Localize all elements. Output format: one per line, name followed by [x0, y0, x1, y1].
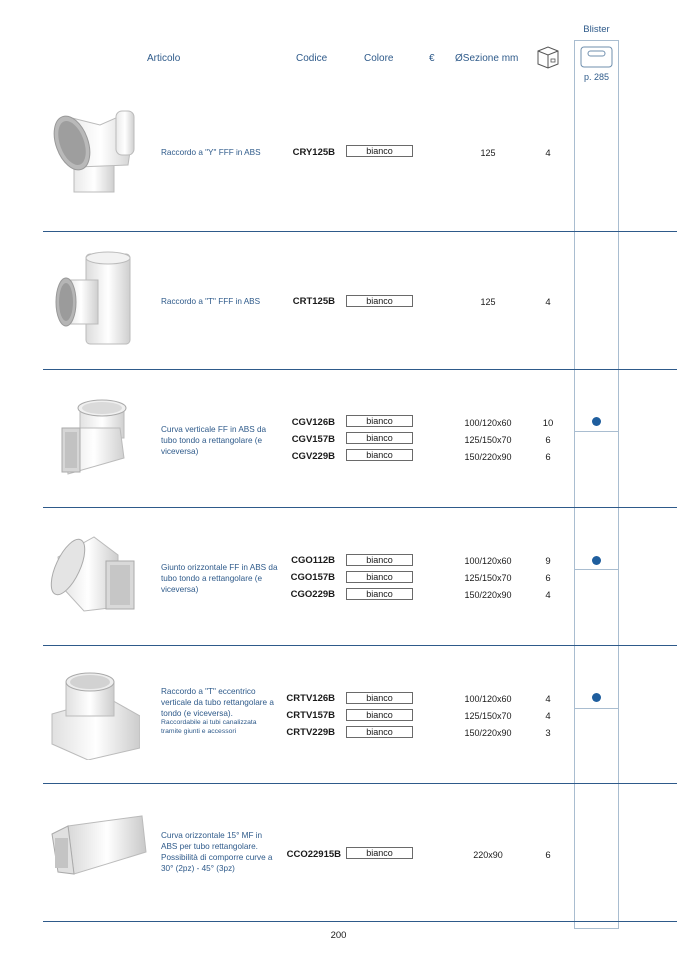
product-description: Giunto orizzontale FF in ABS da tubo tondo a rettangolare (e viceversa) — [161, 563, 278, 594]
blister-header: Blister — [583, 24, 610, 35]
quantity-value: 10 — [542, 418, 554, 429]
product-description: Curva orizzontale 15° MF in ABS per tubo rettangolare. Possibilità di comporre curve a 30° (2pz) - 45° (3pz) — [161, 831, 273, 873]
product-description-main: Raccordo a "T" eccentrico verticale da tubo rettangolare a tondo (e viceversa). — [161, 687, 274, 718]
quantity-value: 6 — [545, 435, 551, 446]
quantity-value: 4 — [545, 711, 551, 722]
section-value: 100/120x60 — [464, 556, 512, 566]
eccentric-t-image — [48, 668, 140, 760]
product-code: CGV229B — [291, 451, 335, 462]
product-code: CGO157B — [290, 572, 335, 583]
blister-available-dot — [592, 417, 601, 426]
blister-available-dot — [592, 693, 601, 702]
product-code: CRT125B — [292, 296, 335, 307]
product-code: CGO229B — [290, 589, 335, 600]
color-field: bianco — [346, 709, 413, 721]
header-euro: € — [429, 53, 435, 64]
quantity-value: 4 — [545, 694, 551, 705]
blister-divider — [574, 708, 619, 709]
y-fitting-image — [48, 105, 140, 193]
blister-divider — [574, 431, 619, 432]
product-description — [161, 686, 279, 736]
header-colore: Colore — [364, 53, 394, 64]
row-divider — [43, 783, 677, 784]
color-field: bianco — [346, 847, 413, 859]
color-field: bianco — [346, 588, 413, 600]
vertical-elbow-image — [48, 398, 140, 478]
header-sezione: ØSezione mm — [455, 53, 519, 64]
t-fitting-image — [48, 250, 140, 348]
color-field: bianco — [346, 554, 413, 566]
color-field: bianco — [346, 449, 413, 461]
header-articolo: Articolo — [147, 53, 181, 64]
quantity-value: 9 — [545, 556, 551, 567]
box-icon — [535, 44, 561, 70]
header-codice: Codice — [296, 53, 328, 64]
color-field: bianco — [346, 726, 413, 738]
blister-column — [574, 40, 619, 929]
product-description-note: Raccordabile ai tubi canalizzata tramite giunti e accessori — [161, 719, 257, 735]
blister-available-dot — [592, 556, 601, 565]
horizontal-curve-image — [48, 812, 148, 882]
page-number: 200 — [330, 930, 347, 941]
product-code: CRTV157B — [286, 710, 335, 721]
quantity-value: 6 — [545, 850, 551, 861]
blister-divider — [574, 569, 619, 570]
product-code: CGO112B — [291, 555, 335, 566]
color-field: bianco — [346, 432, 413, 444]
blister-hanger-icon — [580, 46, 613, 68]
horizontal-joint-image — [48, 527, 140, 615]
quantity-value: 3 — [545, 728, 551, 739]
quantity-value: 6 — [545, 452, 551, 463]
color-field: bianco — [346, 295, 413, 307]
section-value: 100/120x60 — [464, 694, 512, 704]
section-value: 150/220x90 — [464, 452, 512, 462]
section-value: 125/150x70 — [464, 711, 512, 721]
section-value: 125/150x70 — [464, 435, 512, 445]
section-value: 125 — [480, 297, 496, 307]
product-code: CCO22915B — [286, 849, 341, 860]
product-description: Curva verticale FF in ABS da tubo tondo a rettangolare (e viceversa) — [161, 425, 267, 456]
row-divider — [43, 369, 677, 370]
product-code: CGV126B — [291, 417, 335, 428]
section-value: 150/220x90 — [464, 590, 512, 600]
quantity-value: 6 — [545, 573, 551, 584]
product-code: CRTV229B — [286, 727, 335, 738]
quantity-value: 4 — [545, 590, 551, 601]
section-value: 150/220x90 — [464, 728, 512, 738]
product-description: Raccordo a "Y" FFF in ABS — [161, 148, 261, 157]
product-code: CRTV126B — [286, 693, 335, 704]
section-value: 100/120x60 — [464, 418, 512, 428]
section-value: 125/150x70 — [464, 573, 512, 583]
quantity-value: 4 — [545, 148, 551, 159]
row-divider — [43, 231, 677, 232]
product-description: Raccordo a "T" FFF in ABS — [161, 297, 261, 306]
section-value: 125 — [480, 148, 496, 158]
product-code: CGV157B — [291, 434, 335, 445]
color-field: bianco — [346, 415, 413, 427]
row-divider — [43, 645, 677, 646]
row-divider — [43, 921, 677, 922]
product-code: CRY125B — [292, 147, 335, 158]
blister-page-ref: p. 285 — [583, 72, 610, 82]
color-field: bianco — [346, 692, 413, 704]
row-divider — [43, 507, 677, 508]
quantity-value: 4 — [545, 297, 551, 308]
color-field: bianco — [346, 145, 413, 157]
section-value: 220x90 — [473, 850, 503, 860]
color-field: bianco — [346, 571, 413, 583]
